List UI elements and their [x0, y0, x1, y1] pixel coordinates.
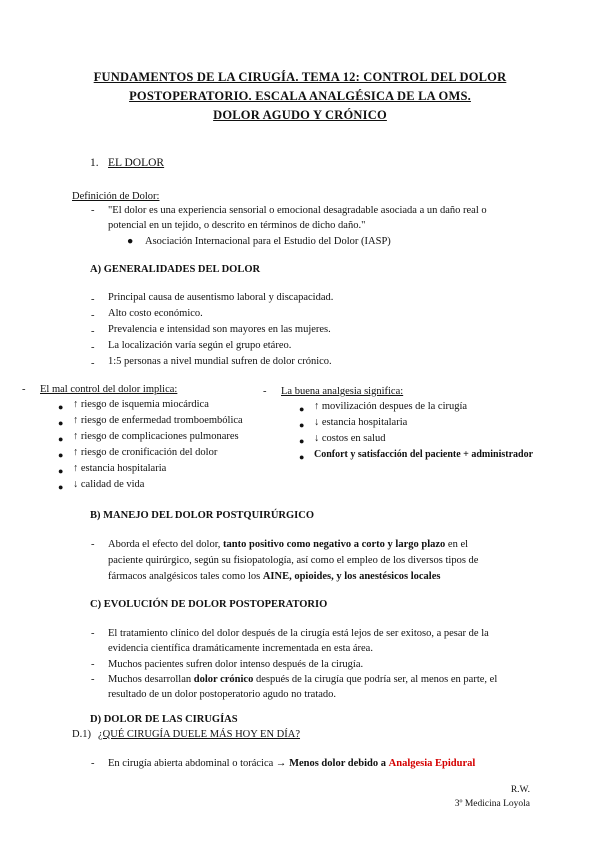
dash-column: - - - - - [91, 294, 95, 369]
text-span: En cirugía abierta abdominal o torácica → [108, 758, 287, 769]
list-item: ↓ costos en salud [314, 433, 386, 444]
list-dash: - [91, 628, 95, 639]
title-line-1: FUNDAMENTOS DE LA CIRUGÍA. TEMA 12: CONTROL DEL DOLOR [93, 70, 507, 84]
section-c-item-2: Muchos pacientes sufren dolor intenso después de la cirugía. [108, 659, 364, 670]
list-dash: - [91, 539, 95, 550]
section-b-line-3 [108, 571, 440, 582]
title-line-2: POSTOPERATORIO. ESCALA ANALGÉSICA DE LA OMS. [129, 89, 471, 103]
subsection-question: ¿QUÉ CIRUGÍA DUELE MÁS HOY EN DÍA? [98, 729, 301, 740]
text-span: en el [447, 539, 469, 550]
footer-initials: R.W. [510, 785, 530, 795]
list-item: Confort y satisfacción del paciente + administrador [314, 449, 534, 460]
list-item: ↑ riesgo de cronificación del dolor [73, 447, 218, 458]
section-number: 1. [90, 157, 99, 169]
text-span: fármacos analgésicos tales como los [108, 571, 261, 582]
list-item: ↑ estancia hospitalaria [73, 463, 167, 474]
list-item: Prevalencia e intensidad son mayores en las mujeres. [108, 324, 331, 335]
bullet-column: ● ● ● ● ● ● [58, 402, 64, 492]
list-dash: - [91, 758, 95, 769]
subsection-label: D.1) [72, 729, 91, 740]
section-c-heading: C) EVOLUCIÓN DE DOLOR POSTOPERATORIO [90, 599, 328, 610]
section-heading-el-dolor: EL DOLOR [108, 157, 165, 169]
section-c-item-1-line-1: El tratamiento clínico del dolor después de la cirugía está lejos de ser exitoso, a pesar de la [108, 628, 489, 639]
list-item: ↑ riesgo de enfermedad tromboembólica [73, 415, 243, 426]
list-dash: - [91, 674, 95, 685]
definition-label: Definición de Dolor: [72, 191, 160, 202]
section-b-line-2: paciente quirúrgico, según su fisiopatología, así como el empleo de los diversos tipos de [108, 555, 479, 566]
list-item: 1:5 personas a nivel mundial sufren de dolor crónico. [108, 356, 332, 367]
title-line-3: DOLOR AGUDO Y CRÓNICO [213, 108, 387, 122]
text-span: Aborda el efecto del dolor, [108, 539, 221, 550]
bad-control-heading: El mal control del dolor implica: [40, 384, 178, 395]
section-c-item-3-line-1 [108, 674, 497, 685]
definition-quote-line-2: potencial en un tejido, o descrito en términos de dicho daño." [108, 220, 366, 231]
red-highlight-span: Analgesia Epidural [388, 758, 476, 769]
list-item: La localización varía según el grupo etáreo. [108, 340, 292, 351]
good-analgesia-heading: La buena analgesia significa: [281, 386, 404, 397]
section-d-item [108, 758, 475, 769]
text-span: después de la cirugía que podría ser, al menos en parte, el [255, 674, 498, 685]
bold-span: dolor crónico [193, 674, 254, 685]
section-b-line-1 [108, 539, 468, 550]
list-item: Alto costo económico. [108, 308, 203, 319]
list-dash: - [91, 659, 95, 670]
bullet-column: ● ● ● ● [299, 404, 305, 462]
list-item: Principal causa de ausentismo laboral y discapacidad. [108, 292, 334, 303]
section-a-heading: A) GENERALIDADES DEL DOLOR [90, 264, 261, 275]
list-item: ↓ calidad de vida [73, 479, 145, 490]
list-dash: - [263, 386, 267, 397]
definition-quote-line-1: "El dolor es una experiencia sensorial o emocional desagradable asociada a un daño real o [108, 205, 487, 216]
text-span: Muchos desarrollan [108, 674, 192, 685]
bold-span: AINE, opioides, y los anestésicos locales [262, 571, 441, 582]
bold-span: tanto positivo como negativo a corto y largo plazo [223, 539, 446, 550]
section-c-item-3-line-2: resultado de un dolor postoperatorio agudo no tratado. [108, 689, 337, 700]
list-dash: - [91, 205, 95, 216]
section-c-item-1-line-2: evidencia científica dramáticamente incrementada en esta área. [108, 643, 373, 654]
list-item: ↑ movilización despues de la cirugía [314, 401, 468, 412]
bullet-icon: ● [127, 236, 134, 247]
list-item: ↑ riesgo de complicaciones pulmonares [73, 431, 239, 442]
footer-course: 3º Medicina Loyola [454, 799, 530, 809]
list-dash: - [22, 384, 26, 395]
bold-span: Menos dolor debido a [289, 758, 387, 769]
list-item: ↑ riesgo de isquemia miocárdica [73, 399, 209, 410]
list-item: ↓ estancia hospitalaria [314, 417, 408, 428]
section-d-heading: D) DOLOR DE LAS CIRUGÍAS [90, 714, 238, 725]
definition-source: Asociación Internacional para el Estudio del Dolor (IASP) [145, 236, 391, 247]
section-b-heading: B) MANEJO DEL DOLOR POSTQUIRÚRGICO [90, 510, 315, 521]
